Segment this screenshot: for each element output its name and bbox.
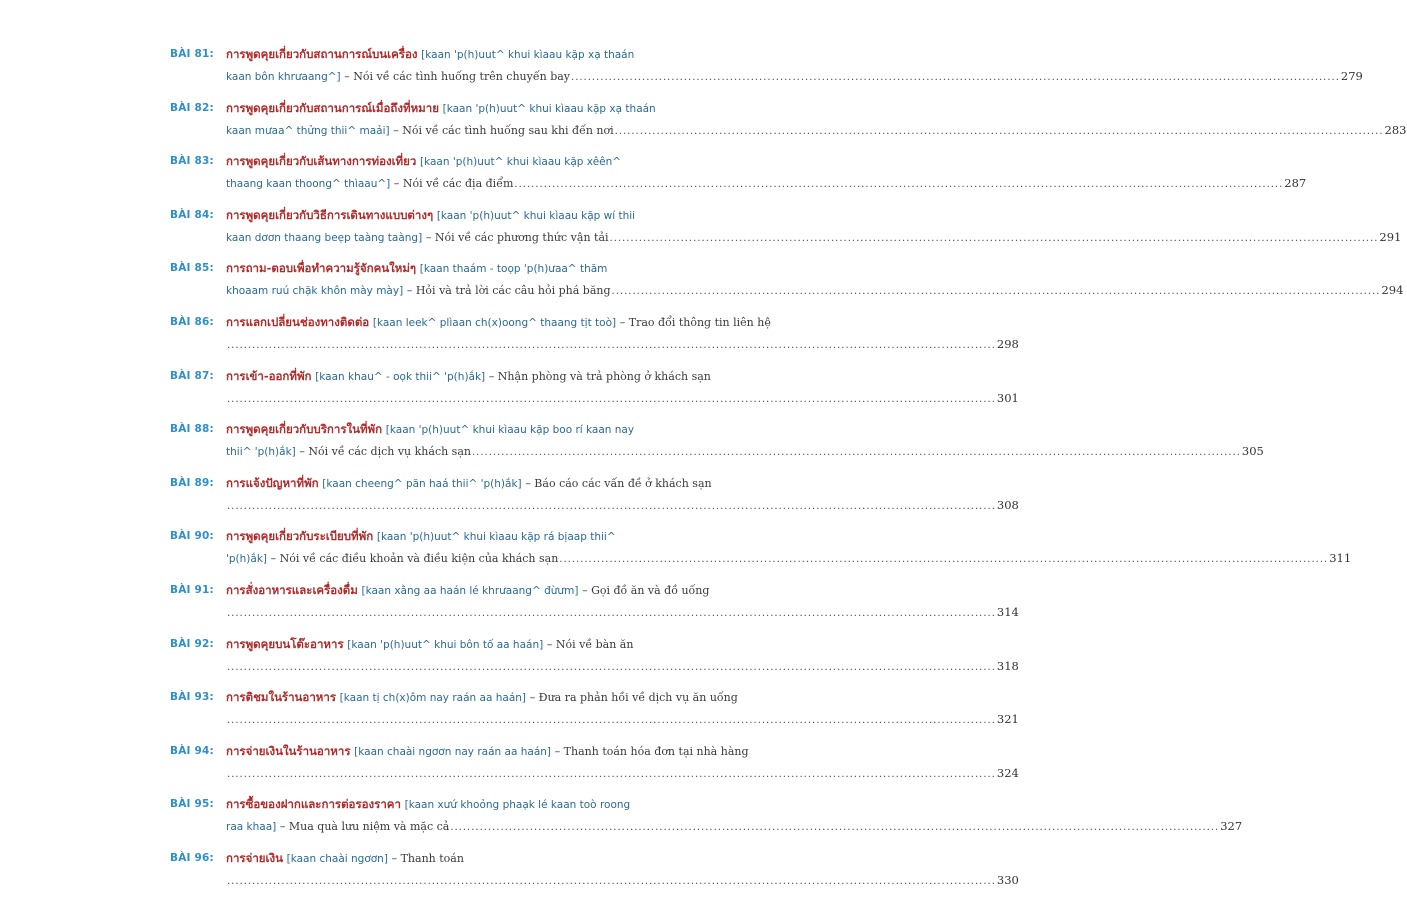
romanization: [kaan xằng aa haán lé khrưaang^ đừưm] [361, 584, 579, 597]
dot-leader [612, 281, 1381, 302]
entry-line-1 [226, 312, 1019, 334]
entry-line-2 [226, 388, 1019, 410]
lesson-description [226, 848, 1019, 892]
lesson-number: BÀI 86: [170, 315, 214, 328]
entry-line-1 [226, 98, 1407, 120]
vietnamese-title: – Nói về bàn ăn [546, 637, 634, 651]
lesson-description [226, 312, 1019, 356]
vietnamese-title: – Gọi đồ ăn và đồ uống [582, 583, 710, 597]
dot-leader [559, 549, 1328, 570]
lesson-number: BÀI 93: [170, 691, 214, 704]
entry-line-2 [226, 66, 1363, 88]
dot-leader [571, 67, 1340, 88]
entry-line-1 [226, 366, 1019, 388]
thai-title: การเข้า-ออกที่พัก [226, 368, 312, 383]
page-number: 324 [996, 765, 1019, 780]
toc-entry[interactable] [170, 44, 1363, 98]
toc-entry[interactable] [170, 205, 1402, 259]
entry-text [226, 441, 471, 463]
vietnamese-title: – Nói về các phương thức vận tải [425, 230, 609, 244]
toc-entry[interactable] [170, 580, 1019, 634]
entry-line-2 [226, 709, 1019, 731]
vietnamese-title: – Hỏi và trả lời các câu hỏi phá băng [406, 284, 611, 298]
romanization-continued: kaan dơơn thaang beẹp taàng taàng] [226, 231, 423, 244]
romanization: [kaan 'p(h)uut^ khui kìaau kặp wí thii [436, 209, 636, 222]
dot-leader [227, 496, 996, 517]
toc-entry[interactable] [170, 151, 1307, 205]
lesson-number: BÀI 85: [170, 262, 214, 275]
entry-line-1 [226, 258, 1403, 280]
lesson-description [226, 419, 1264, 463]
lesson-number: BÀI 95: [170, 798, 214, 811]
thai-title: การพูดคุยเกี่ยวกับระเบียบที่พัก [226, 529, 374, 544]
dot-leader [227, 603, 996, 624]
entry-line-1 [226, 848, 1019, 870]
dot-leader [514, 174, 1283, 195]
lesson-number: BÀI 94: [170, 744, 214, 757]
lesson-number: BÀI 88: [170, 423, 214, 436]
page-number: 279 [1340, 69, 1363, 83]
romanization: [kaan khau^ - oọk thii^ 'p(h)ắk] [315, 370, 486, 383]
lesson-number: BÀI 87: [170, 369, 214, 382]
vietnamese-title: – Đưa ra phản hồi về dịch vụ ăn uống [529, 691, 738, 705]
lesson-number: BÀI 90: [170, 530, 214, 543]
entry-line-1 [226, 794, 1242, 816]
lesson-number: BÀI 92: [170, 637, 214, 650]
toc-entry[interactable] [170, 741, 1019, 795]
entry-line-2 [226, 548, 1351, 570]
romanization: [kaan tị ch(x)ôm nay raán aa haán] [339, 692, 527, 705]
page-number: 318 [996, 658, 1019, 673]
thai-title: การพูดคุยบนโต๊ะอาหาร [226, 636, 344, 651]
thai-title: การซื้อของฝากและการต่อรองราคา [226, 797, 401, 812]
romanization: [kaan cheeng^ păn haá thii^ 'p(h)ắk] [322, 477, 522, 490]
dot-leader [227, 389, 996, 410]
page-number: 283 [1384, 122, 1407, 137]
entry-line-2 [226, 870, 1019, 892]
toc-entry[interactable] [170, 473, 1019, 527]
vietnamese-title: – Thanh toán hóa đơn tại nhà hàng [554, 744, 749, 758]
lesson-description [226, 98, 1407, 142]
lesson-description [226, 580, 1019, 624]
entry-line-1 [226, 419, 1264, 441]
dot-leader [450, 817, 1219, 838]
entry-line-1 [226, 44, 1363, 66]
romanization: [kaan 'p(h)uut^ khui kìaau kặp xạ thaán [442, 102, 656, 115]
thai-title: การพูดคุยเกี่ยวกับสถานการณ์เมื่อถึงที่หมาย [226, 100, 439, 115]
page-number: 291 [1379, 229, 1402, 244]
lesson-number: BÀI 96: [170, 851, 214, 864]
lesson-number: BÀI 82: [170, 101, 214, 114]
entry-text [226, 120, 614, 142]
dot-leader [615, 121, 1384, 142]
lesson-description [226, 634, 1019, 678]
page-number: 308 [996, 497, 1019, 512]
entry-line-2 [226, 495, 1019, 517]
vietnamese-title: – Nói về các dịch vụ khách sạn [299, 445, 471, 459]
entry-text [226, 816, 449, 838]
lesson-description [226, 205, 1401, 249]
dot-leader [227, 657, 996, 678]
entry-line-2 [226, 280, 1403, 302]
lesson-description [226, 366, 1019, 410]
romanization: [kaan leek^ plìaan ch(x)oong^ thaang tịt toò] [372, 316, 617, 329]
dot-leader [227, 764, 996, 785]
page-number: 301 [996, 390, 1019, 405]
vietnamese-title: – Mua quà lưu niệm và mặc cả [279, 820, 450, 834]
romanization-continued: kaan mưaa^ thửng thii^ maải] [226, 124, 390, 137]
lesson-description [226, 258, 1403, 302]
entry-line-1 [226, 687, 1019, 709]
romanization: [kaan 'p(h)uut^ khui kìaau kặp rá bịaap thii^ [376, 531, 616, 544]
romanization: [kaan 'p(h)uut^ khui kìaau kặp xêên^ [419, 156, 622, 169]
lesson-description [226, 687, 1019, 731]
vietnamese-title: – Nói về các tình huống trên chuyến bay [344, 70, 571, 83]
toc-entry[interactable] [170, 634, 1019, 688]
lesson-description [226, 526, 1351, 570]
page-number: 287 [1284, 176, 1307, 191]
entry-line-1 [226, 473, 1019, 495]
page-number: 327 [1220, 819, 1243, 834]
page-number: 330 [996, 872, 1019, 887]
toc-entry[interactable] [170, 848, 1019, 902]
entry-line-2 [226, 602, 1019, 624]
entry-line-2 [226, 441, 1264, 463]
entry-line-1 [226, 741, 1019, 763]
entry-line-2 [226, 816, 1242, 838]
toc-entry[interactable] [170, 258, 1404, 312]
page-number: 314 [996, 604, 1019, 619]
romanization: [kaan chaài ngơơn] [286, 852, 388, 865]
thai-title: การแจ้งปัญหาที่พัก [226, 475, 319, 490]
vietnamese-title: – Nói về các tình huống sau khi đến nơi [393, 123, 614, 137]
lesson-number: BÀI 81: [170, 48, 214, 60]
thai-title: การแลกเปลี่ยนช่องทางติดต่อ [226, 314, 370, 329]
page-number: 294 [1381, 283, 1404, 298]
vietnamese-title: – Nói về các điều khoản và điều kiện của khách sạn [270, 552, 559, 566]
lesson-number: BÀI 84: [170, 208, 214, 221]
lesson-number: BÀI 83: [170, 155, 214, 168]
vietnamese-title: – Báo cáo các vấn đề ở khách sạn [525, 476, 712, 490]
toc-entry[interactable] [170, 794, 1243, 848]
entry-line-1 [226, 634, 1019, 656]
page-number: 311 [1329, 551, 1352, 566]
thai-title: การจ่ายเงินในร้านอาหาร [226, 743, 351, 758]
lesson-number: BÀI 89: [170, 476, 214, 489]
vietnamese-title: – Nhận phòng và trả phòng ở khách sạn [488, 369, 711, 383]
page-number: 305 [1241, 444, 1264, 459]
romanization: [kaan 'p(h)uut^ khui kìaau kặp boo rí kaan nay [385, 424, 635, 437]
romanization: [kaan xưứ khoỏng phaạk lé kaan toò roong [404, 799, 631, 812]
vietnamese-title: – Nói về các địa điểm [393, 177, 514, 191]
romanization-continued: thaang kaan thoong^ thìaau^] [226, 178, 391, 191]
toc-entry[interactable] [170, 366, 1019, 420]
romanization-continued: 'p(h)ắk] [226, 553, 268, 566]
entry-text [226, 66, 570, 88]
thai-title: การพูดคุยเกี่ยวกับบริการในที่พัก [226, 422, 383, 437]
lesson-description [226, 473, 1019, 517]
vietnamese-title: – Trao đổi thông tin liên hệ [619, 315, 771, 329]
romanization-continued: khoaam ruú chặk khôn mày mày] [226, 285, 404, 298]
lesson-description [226, 44, 1363, 88]
lesson-number: BÀI 91: [170, 583, 214, 596]
vietnamese-title: – Thanh toán [391, 851, 464, 865]
entry-line-2 [226, 227, 1401, 249]
thai-title: การติชมในร้านอาหาร [226, 690, 337, 705]
lesson-description [226, 794, 1242, 838]
dot-leader [472, 442, 1241, 463]
entry-text [226, 227, 609, 249]
entry-line-2 [226, 334, 1019, 356]
entry-text [226, 173, 513, 195]
romanization: [kaan 'p(h)uut^ khui bôn tố aa haán] [347, 638, 544, 651]
thai-title: การพูดคุยเกี่ยวกับวิธีการเดินทางแบบต่างๆ [226, 207, 434, 222]
lesson-description [226, 151, 1306, 195]
entry-line-1 [226, 205, 1401, 227]
toc-entry[interactable] [170, 687, 1019, 741]
table-of-contents [170, 44, 1407, 902]
dot-leader [227, 335, 996, 356]
entry-line-2 [226, 173, 1306, 195]
entry-line-2 [226, 656, 1019, 678]
dot-leader [227, 871, 996, 892]
entry-line-2 [226, 120, 1407, 142]
lesson-description [226, 741, 1019, 785]
dot-leader [227, 710, 996, 731]
page-number: 321 [996, 712, 1019, 727]
dot-leader [610, 228, 1379, 249]
romanization: [kaan 'p(h)uut^ khui kìaau kặp xạ thaán [421, 49, 635, 61]
thai-title: การพูดคุยเกี่ยวกับเส้นทางการท่องเที่ยว [226, 154, 417, 169]
romanization: [kaan thaám - toọp 'p(h)ưaa^ thăm [419, 263, 608, 276]
thai-title: การสั่งอาหารและเครื่องดื่ม [226, 582, 358, 597]
page-number: 298 [996, 336, 1019, 351]
thai-title: การจ่ายเงิน [226, 850, 283, 865]
thai-title: การพูดคุยเกี่ยวกับสถานการณ์บนเครื่อง [226, 47, 418, 61]
entry-line-1 [226, 580, 1019, 602]
toc-entry[interactable] [170, 312, 1019, 366]
romanization-continued: kaan bôn khrưaang^] [226, 71, 341, 83]
entry-line-2 [226, 763, 1019, 785]
romanization-continued: thii^ 'p(h)ắk] [226, 446, 296, 459]
entry-line-1 [226, 151, 1306, 173]
thai-title: การถาม-ตอบเพื่อทำความรู้จักคนใหม่ๆ [226, 261, 417, 276]
entry-text [226, 548, 558, 570]
toc-entry[interactable] [170, 98, 1407, 152]
entry-text [226, 280, 611, 302]
toc-entry[interactable] [170, 419, 1264, 473]
romanization-continued: raa khaa] [226, 821, 277, 834]
toc-entry[interactable] [170, 526, 1352, 580]
entry-line-1 [226, 526, 1351, 548]
romanization: [kaan chaài ngơơn nay raán aa haán] [354, 745, 552, 758]
